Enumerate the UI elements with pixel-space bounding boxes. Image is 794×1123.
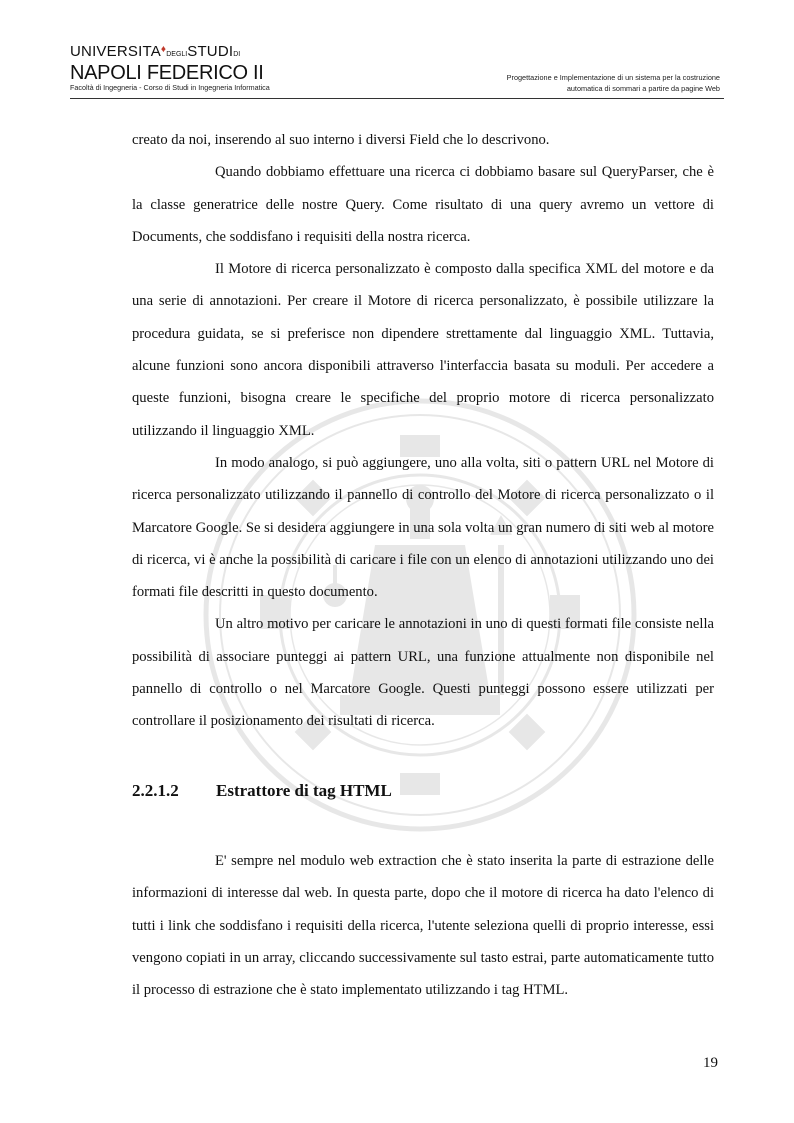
body-text — [132, 124, 714, 738]
project-title-line1: Progettazione e Implementazione di un sistema per la costruzione — [506, 73, 720, 82]
paragraph: Il Motore di ricerca personalizzato è composto dalla specifica XML del motore e da una serie di annotazioni. Per creare il Motore di ricerca personalizzato, è possibile utilizzare la procedura guidata, se si preferisce non dipendere strettamente dal linguaggio XML. Tuttavia, alcune funzioni sono ancora disponibili attraverso l'interfaccia basata su moduli. Per accedere a queste funzioni, bisogna creare le specifiche del proprio motore di ricerca personalizzato utilizzando il linguaggio XML. — [132, 261, 714, 439]
paragraph: E' sempre nel modulo web extraction che è stato inserita la parte di estrazione delle informazioni di interesse dal web. In questa parte, dopo che il motore di ricerca ha dato l'elenco di tutti i link che soddisfano i requisiti della ricerca, l'utente seleziona quelli di proprio interesse, essi vengono copiati in un array, cliccando successivamente sul tasto estrai, parte automaticamente tutto il processo di estrazione che è stato implementato utilizzando i tag HTML. — [132, 853, 714, 999]
section-body-text — [132, 845, 714, 1006]
university-word: UNIVERSITA — [70, 43, 161, 60]
university-logo — [70, 42, 264, 83]
project-title — [507, 72, 720, 94]
paragraph: In modo analogo, si può aggiungere, uno alla volta, siti o pattern URL nel Motore di ricerca personalizzato utilizzando il pannello di controllo del Motore di ricerca personalizzato o il Marcatore Google. Se si desidera aggiungere in una sola volta un gran numero di siti web al motore di ricerca, vi è anche la possibilità di caricare i file con un elenco di annotazioni utilizzando uno dei formati file descritti in questo documento. — [132, 454, 714, 601]
project-title-line2: automatica di sommari a partire da pagine Web — [566, 84, 720, 93]
paragraph: Quando dobbiamo effettuare una ricerca ci dobbiamo basare sul QueryParser, che è la classe generatrice delle nostre Query. Come risultato di una query avremo un vettore di Documents, che soddisfano i requisiti della nostra ricerca. — [132, 164, 714, 245]
section-title: Estrattore di tag HTML — [216, 781, 392, 800]
page-header — [70, 42, 724, 102]
section-heading — [132, 781, 392, 801]
header-divider — [70, 98, 724, 99]
paragraph: Un altro motivo per caricare le annotazioni in uno di questi formati file consiste nella possibilità di associare punteggi ai pattern URL, una funzione attualmente non disponibile nel pannello di controllo o nel Marcatore Google. Questi punteggi possono essere utilizzati per controllare il posizionamento dei risultati di ricerca. — [132, 616, 714, 730]
university-name-line2: NAPOLI FEDERICO II — [70, 62, 264, 84]
university-degli: DEGLI — [166, 51, 188, 58]
logo-mark-icon: ♦ — [160, 44, 167, 55]
paragraph: creato da noi, inserendo al suo interno i diversi Field che lo descrivono. — [132, 132, 550, 148]
university-di: DI — [233, 51, 241, 58]
university-name-line1 — [70, 42, 264, 63]
section-number: 2.2.1.2 — [132, 781, 179, 800]
university-studi: STUDI — [187, 43, 234, 60]
faculty-caption: Facoltà di Ingegneria - Corso di Studi in Ingegneria Informatica — [70, 83, 270, 92]
page-number: 19 — [703, 1055, 718, 1071]
